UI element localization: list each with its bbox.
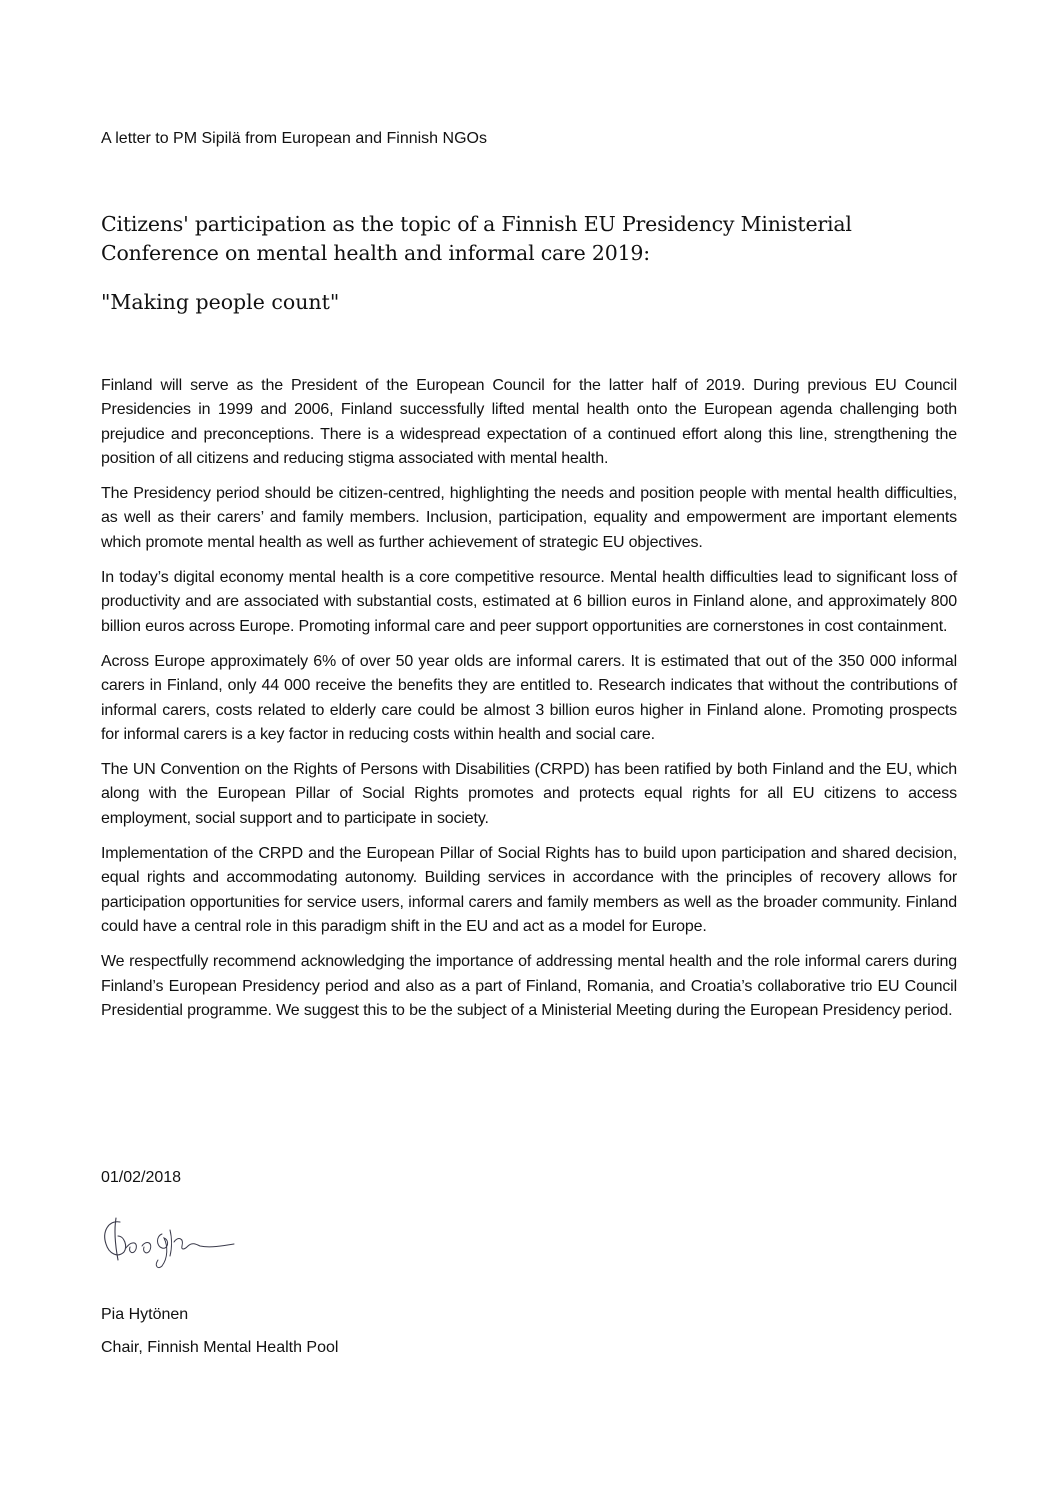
paragraph-digital-economy: In today’s digital economy mental health is a core competitive resource. Mental health difficulties lead to significant loss of productivity and are associated with substantial costs, estimated at 6 billion euros in Finland alone, and approximately 800 billion euros across Europe. Promoting informal care and peer support opportunities are cornerstones in cost containment.	[101, 569, 957, 635]
paragraph-presidency: Finland will serve as the President of the European Council for the latter half of 2019. During previous EU Council Presidencies in 1999 and 2006, Finland successfully lifted mental health onto the European agenda challenging both prejudice and preconceptions. There is a widespread expectation of a continued effort along this line, strengthening the position of all citizens and reducing stigma associated with mental health.	[101, 377, 957, 467]
signer-name: Pia Hytönen	[101, 1306, 189, 1323]
letter-date: 01/02/2018	[101, 1169, 182, 1186]
paragraph-informal-carers: Across Europe approximately 6% of over 50 year olds are informal carers. It is estimated that out of the 350 000 informal carers in Finland, only 44 000 receive the benefits they are entitled to. Research indicates that without the contributions of informal carers, costs related to elderly care could be almost 3 billion euros higher in Finland alone. Promoting prospects for informal carers is a key factor in reducing costs within health and social care.	[101, 652, 957, 743]
letter-subtitle: "Making people count"	[101, 290, 340, 314]
paragraph-recommendation: We respectfully recommend acknowledging the importance of addressing mental health and the role informal carers during Finland’s European Presidency period and also as a part of Finland, Romania, and Croatia’s collaborative trio EU Council Presidential programme. We suggest this to be the subject of a Ministerial Meeting during the European Presidency period.	[101, 953, 957, 1019]
letter-kicker: A letter to PM Sipilä from European and Finnish NGOs	[101, 130, 487, 147]
paragraph-crpd: The UN Convention on the Rights of Persons with Disabilities (CRPD) has been ratified by both Finland and the EU, which along with the European Pillar of Social Rights promotes and protects equal rights for all EU citizens to access employment, social support and to participate in society.	[101, 761, 957, 827]
handwritten-signature	[98, 1208, 238, 1274]
paragraph-citizen-centred: The Presidency period should be citizen-centred, highlighting the needs and position people with mental health difficulties, as well as their carers’ and family members. Inclusion, participation, equality and empowerment are important elements which promote mental health as well as further achievement of strategic EU objectives.	[101, 485, 957, 551]
letter-title: Citizens' participation as the topic of a Finnish EU Presidency Ministerial Conference on mental health and informal care 2019:	[101, 212, 852, 265]
paragraph-implementation: Implementation of the CRPD and the European Pillar of Social Rights has to build upon participation and shared decision, equal rights and accommodating autonomy. Building services in accordance with the principles of recovery allows for participation opportunities for service users, informal carers and family members as well as the broader community. Finland could have a central role in this paradigm shift in the EU and act as a model for Europe.	[101, 845, 957, 935]
letter-body	[101, 374, 957, 1034]
signer-role: Chair, Finnish Mental Health Pool	[101, 1339, 339, 1356]
